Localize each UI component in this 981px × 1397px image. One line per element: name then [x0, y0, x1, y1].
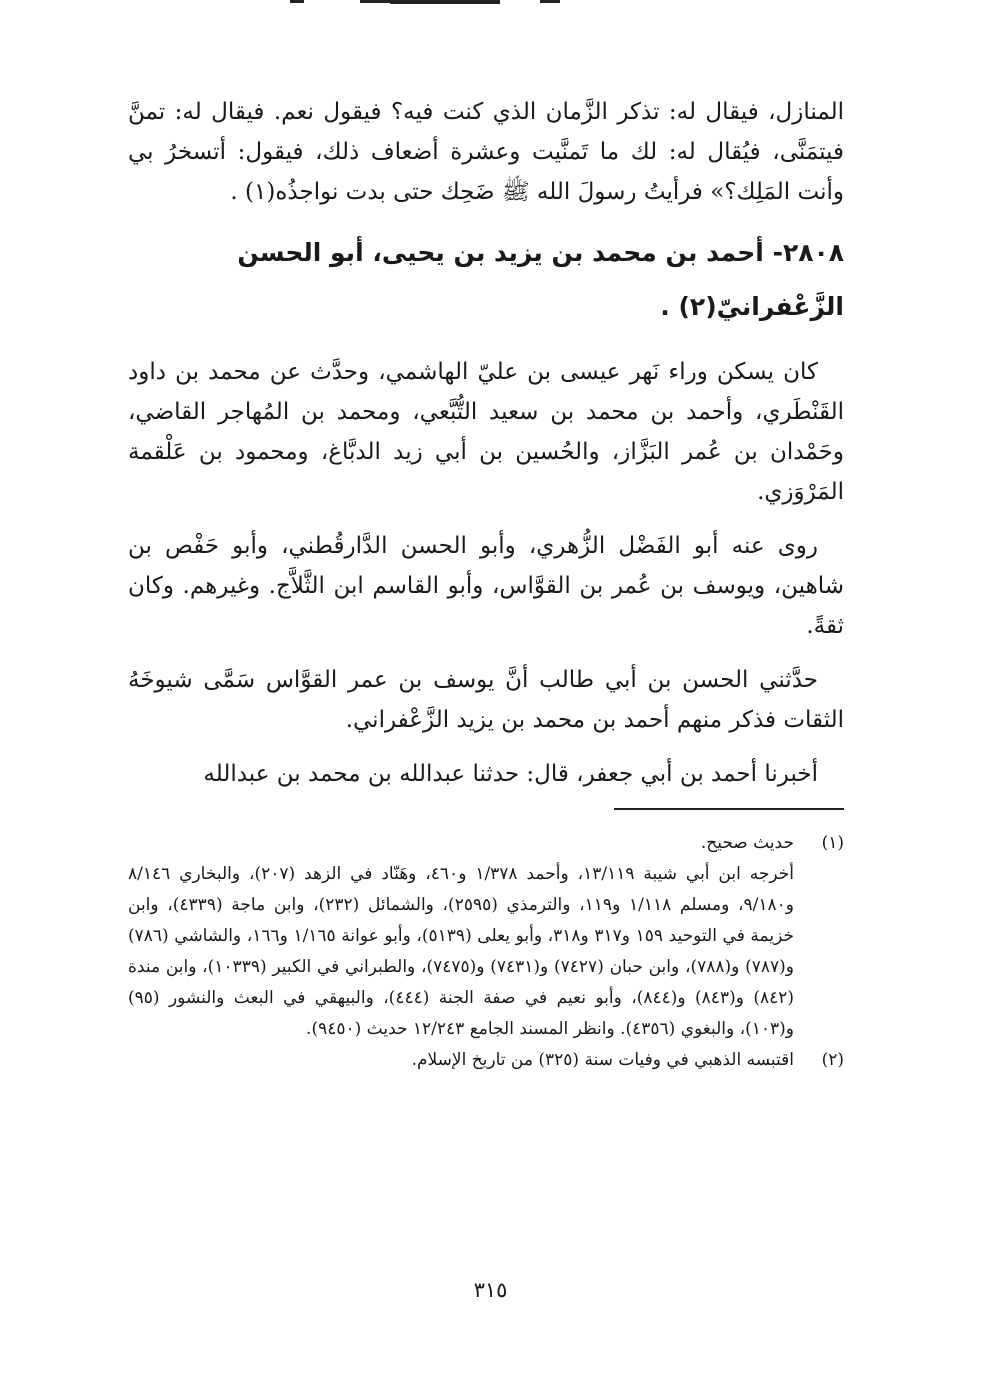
footnote-1-title: حديث صحيح. — [700, 833, 794, 853]
footnote-1-number: (١) — [821, 833, 844, 853]
paragraph-testimony: حدَّثني الحسن بن أبي طالب أنَّ يوسف بن عمر القوَّاس سَمَّى شيوخَهُ الثقات فذكر منهم أحمد بن محمد بن يزيد الزَّعْفراني. — [128, 667, 844, 733]
page-number: ٣١٥ — [473, 1278, 508, 1302]
footnote-2-text: اقتبسه الذهبي في وفيات سنة (٣٢٥) من تاريخ الإسلام. — [411, 1050, 794, 1070]
entry-heading: ٢٨٠٨- أحمد بن محمد بن يزيد بن يحيى، أبو الحسن الزَّعْفرانيّ(٢) . — [237, 238, 844, 321]
paragraph-continuation: المنازل، فيقال له: تذكر الزَّمان الذي كنت فيه؟ فيقول نعم. فيقال له: تمنَّ فيتمَنَّى، فيُقال له: لك ما تَمنَّيت وعشرة أضعاف ذلك، فيقول: أتسخرُ بي وأنت المَلِك؟» فرأيتُ رسولَ الله ﷺ ضَحِك حتى بدت نواجذُه(١) . — [128, 99, 844, 205]
top-edge-marks — [290, 0, 590, 8]
paragraph-narrators: روى عنه أبو الفَضْل الزُّهري، وأبو الحسن الدَّارقُطني، وأبو حَفْص بن شاهين، ويوسف بن عُمر بن القوَّاس، وأبو القاسم ابن الثَّلاَّج. وغيرهم. وكان ثقةً. — [128, 533, 844, 639]
footnote-1-text: أخرجه ابن أبي شيبة ١٣/١١٩، وأحمد ١/٣٧٨ و٤٦٠، وهَنّاد في الزهد (٢٠٧)، والبخاري ٨/١٤٦ و٩/١٨٠، ومسلم ١/١١٨ و١١٩، والترمذي (٢٥٩٥)، والشمائل (٢٣٢)، وابن ماجة (٤٣٣٩)، وابن خزيمة في التوحيد ١٥٩ و٣١٧ و٣١٨، وأبو يعلى (٥١٣٩)، وأبو عوانة ١/١٦٥ و١٦٦، والشاشي (٧٨٦) و(٧٨٧) و(٧٨٨)، وابن حبان (٧٤٢٧) و(٧٤٣١) و(٧٤٧٥)، والطبراني في الكبير (١٠٣٣٩)، وابن مندة (٨٤٢) و(٨٤٣) و(٨٤٤)، وأبو نعيم في صفة الجنة (٤٤٤)، والبيهقي في البعث والنشور (٩٥) و(١٠٣)، والبغوي (٤٣٥٦). وانظر المسند الجامع ١٢/٢٤٣ حديث (٩٤٥٠). — [128, 864, 795, 1039]
footnote-2-number: (٢) — [821, 1050, 844, 1070]
paragraph-biography: كان يسكن وراء نَهر عيسى بن عليّ الهاشمي، وحدَّث عن محمد بن داود القَنْطَري، وأحمد بن محمد بن سعيد التُّبَّعي، ومحمد بن المُهاجر القاضي، وحَمْدان بن عُمر البَزَّاز، والحُسين بن أبي زيد الدبَّاغ، ومحمود بن عَلْقمة المَرْوَزي. — [128, 359, 844, 505]
page-body — [128, 92, 844, 1076]
paragraph-chain: أخبرنا أحمد بن أبي جعفر، قال: حدثنا عبدالله بن محمد بن عبدالله — [203, 761, 818, 787]
footnote-separator — [614, 808, 844, 810]
footnote-2 — [128, 1045, 844, 1076]
footnote-1 — [128, 828, 844, 859]
